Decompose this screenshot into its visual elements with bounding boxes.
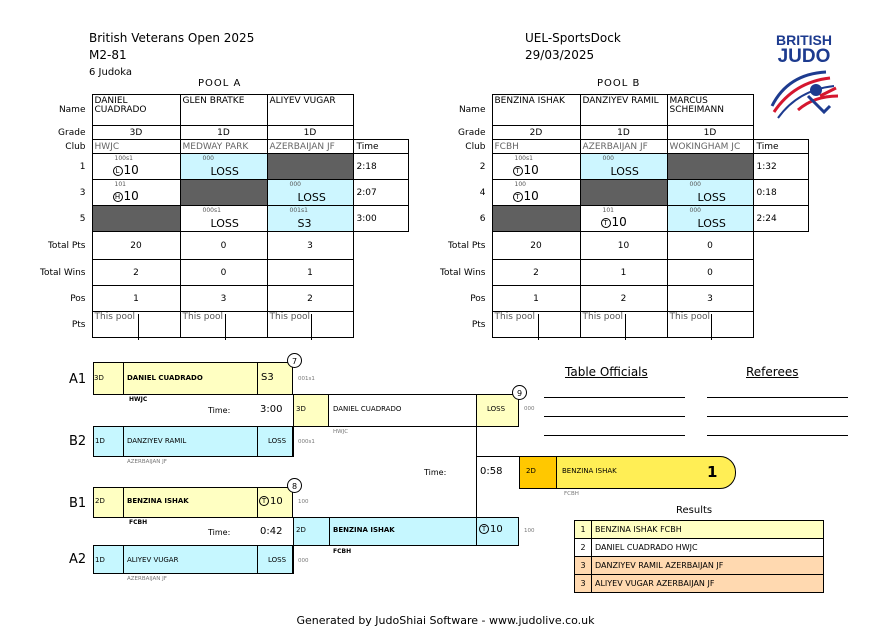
pool-a-row-num: 1 [79, 161, 86, 172]
results-table [574, 520, 824, 593]
semi1-time: 3:00 [260, 404, 283, 415]
pool-a-pos: 2 [267, 286, 353, 312]
pool-b-total-pts: 20 [492, 232, 580, 260]
pool-a-title: POOL A [198, 78, 242, 89]
match-time: 2:07 [353, 180, 408, 206]
pool-a-pos: 3 [180, 286, 267, 312]
result-text: DANZIYEV RAMIL AZERBAIJAN JF [592, 557, 824, 575]
pool-a-club-2: MEDWAY PARK [180, 140, 267, 154]
match-cell: 000 LOSS [667, 206, 753, 232]
this-pool-cell: This pool [267, 312, 353, 338]
result-place: 2 [575, 539, 592, 557]
pool-b-club-3: WOKINGHAM JC [667, 140, 753, 154]
score-value: T 10 [479, 524, 503, 535]
match-cell: 000 LOSS [580, 154, 667, 180]
pool-b-pos: 2 [580, 286, 667, 312]
score-detail: 100 [298, 499, 309, 505]
score-value: LOSS [268, 437, 287, 445]
club-label: Club [465, 141, 486, 152]
result-place: 3 [575, 557, 592, 575]
total-wins-label: Total Wins [40, 267, 86, 278]
match-cell: 101 H 10 [92, 180, 180, 206]
result-text: BENZINA ISHAK FCBH [592, 521, 824, 539]
grade-label: Grade [458, 127, 486, 138]
final-time: 0:58 [480, 466, 503, 477]
pool-a-row-num: 3 [79, 187, 86, 198]
judoka-count: 6 Judoka [89, 67, 133, 78]
match-cell-disabled [180, 180, 267, 206]
competitor-club: FCBH [129, 519, 148, 526]
results-row [575, 575, 824, 593]
this-pool-cell: This pool [492, 312, 580, 338]
pool-a-grade-2: 1D [180, 126, 267, 140]
footer-credit: Generated by JudoShiai Software - www.judolive.co.uk [296, 614, 595, 627]
event-title: British Veterans Open 2025 [89, 31, 255, 45]
score-value: S3 [261, 372, 274, 383]
pool-b-club-1: FCBH [492, 140, 580, 154]
competitor-grade: 2D [296, 526, 306, 534]
score-value: T 10 [259, 496, 283, 507]
match-cell-disabled [92, 206, 180, 232]
competitor-grade: 1D [95, 437, 105, 445]
pool-b-name-1: BENZINA ISHAK [492, 95, 580, 126]
pool-b-grade-3: 1D [667, 126, 753, 140]
match-number: 8 [287, 478, 302, 493]
pool-a-grade-3: 1D [267, 126, 353, 140]
total-pts-label: Total Pts [447, 240, 486, 251]
pool-b-row-num: 4 [479, 187, 486, 198]
competitor-grade: 2D [95, 497, 105, 505]
pool-a-total-pts: 20 [92, 232, 180, 260]
pool-b-total-wins: 0 [667, 260, 753, 286]
pool-b-total-pts: 10 [580, 232, 667, 260]
results-heading: Results [676, 505, 713, 516]
competitor-club: AZERBAIJAN JF [127, 459, 167, 465]
results-row [575, 557, 824, 575]
results-row [575, 521, 824, 539]
competitor-name: DANIEL CUADRADO [127, 374, 203, 382]
pool-a-club-3: AZERBAIJAN JF [267, 140, 353, 154]
category-label: M2-81 [89, 48, 127, 62]
event-date: 29/03/2025 [525, 48, 595, 62]
pool-b-name-3: MARCUS SCHEIMANN [667, 95, 753, 126]
competitor-name: ALIYEV VUGAR [127, 556, 179, 564]
match-cell-disabled [267, 154, 353, 180]
score-detail: 001s1 [298, 376, 315, 382]
match-number: 7 [287, 353, 302, 368]
seed-label: B1 [69, 496, 87, 511]
match-cell: 000 LOSS [180, 154, 267, 180]
match-cell: 101 T 10 [580, 206, 667, 232]
competitor-grade: 3D [296, 405, 306, 413]
pool-a-table [30, 94, 409, 338]
pool-b-title: POOL B [597, 78, 641, 89]
competitor-club: HWJC [333, 429, 349, 435]
pool-a-name-3: ALIYEV VUGAR [267, 95, 353, 126]
pts-label: Pts [471, 319, 486, 330]
pool-a-total-wins: 0 [180, 260, 267, 286]
competitor-name: DANIEL CUADRADO [333, 405, 402, 413]
table-officials-heading: Table Officials [565, 365, 648, 379]
seed-label: A1 [69, 372, 87, 387]
pool-a-club-1: HWJC [92, 140, 180, 154]
this-pool-cell: This pool [92, 312, 180, 338]
logo-text-line2: JUDO [777, 46, 831, 67]
seed-label: A2 [69, 552, 87, 567]
time-header: Time [753, 140, 808, 154]
pool-a-total-pts: 3 [267, 232, 353, 260]
pool-a-total-pts: 0 [180, 232, 267, 260]
pool-a-row-num: 5 [79, 213, 86, 224]
pool-b-name-2: DANZIYEV RAMIL [580, 95, 667, 126]
score-detail: 000s1 [298, 439, 315, 445]
score-detail: 000 [298, 558, 309, 564]
winner-grade-box [519, 456, 557, 489]
pool-a-name-2: GLEN BRATKE [180, 95, 267, 126]
winner-club: FCBH [564, 491, 579, 497]
match-cell-disabled [492, 206, 580, 232]
match-cell: 001s1 S3 [267, 206, 353, 232]
name-label: Name [458, 105, 486, 115]
results-row [575, 539, 824, 557]
match-time: 1:32 [753, 154, 808, 180]
time-label: Time: [208, 528, 231, 537]
match-time: 2:24 [753, 206, 808, 232]
pool-b-row-num: 6 [479, 213, 486, 224]
this-pool-cell: This pool [180, 312, 267, 338]
total-wins-label: Total Wins [440, 267, 486, 278]
this-pool-cell: This pool [580, 312, 667, 338]
score-value: LOSS [487, 405, 506, 413]
winner-name: BENZINA ISHAK [562, 467, 617, 475]
match-cell: 000 LOSS [267, 180, 353, 206]
competitor-name: BENZINA ISHAK [127, 497, 189, 505]
competitor-name: DANZIYEV RAMIL [127, 437, 187, 445]
semi2-time: 0:42 [260, 526, 283, 537]
competitor-club: FCBH [333, 548, 352, 555]
match-cell: 000s1 LOSS [180, 206, 267, 232]
score-value: LOSS [268, 556, 287, 564]
pool-b-total-wins: 2 [492, 260, 580, 286]
result-text: ALIYEV VUGAR AZERBAIJAN JF [592, 575, 824, 593]
match-time: 2:18 [353, 154, 408, 180]
name-label: Name [58, 105, 86, 115]
match-cell: 100 T 10 [492, 180, 580, 206]
match-cell-disabled [667, 154, 753, 180]
pool-b-grade-2: 1D [580, 126, 667, 140]
score-detail: 000 [524, 406, 535, 412]
result-place: 1 [575, 521, 592, 539]
pool-a-name-1: DANIEL CUADRADO [92, 95, 180, 126]
pts-label: Pts [71, 319, 86, 330]
pos-label: Pos [70, 293, 86, 304]
total-pts-label: Total Pts [47, 240, 86, 251]
competitor-club: HWJC [129, 396, 148, 403]
match-cell: 100s1 L 10 [92, 154, 180, 180]
competitor-grade: 3D [94, 374, 104, 382]
pool-b-row-num: 2 [479, 161, 486, 172]
competitor-club: AZERBAIJAN JF [127, 576, 167, 582]
match-cell-disabled [580, 180, 667, 206]
match-number: 9 [512, 385, 527, 400]
pool-a-total-wins: 1 [267, 260, 353, 286]
pool-b-total-pts: 0 [667, 232, 753, 260]
match-cell: 000 LOSS [667, 180, 753, 206]
pool-b-grade-1: 2D [492, 126, 580, 140]
organizer: UEL-SportsDock [525, 31, 621, 45]
time-label: Time: [208, 406, 231, 415]
match-cell: 100s1 T 10 [492, 154, 580, 180]
result-text: DANIEL CUADRADO HWJC [592, 539, 824, 557]
competitor-name: BENZINA ISHAK [333, 526, 395, 534]
pool-a-pos: 1 [92, 286, 180, 312]
pos-label: Pos [470, 293, 486, 304]
result-place: 3 [575, 575, 592, 593]
pool-a-total-wins: 2 [92, 260, 180, 286]
winner-place: 1 [707, 463, 718, 481]
pool-b-pos: 1 [492, 286, 580, 312]
competitor-grade: 1D [95, 556, 105, 564]
referees-heading: Referees [746, 365, 799, 379]
match-time: 3:00 [353, 206, 408, 232]
time-header: Time [353, 140, 408, 154]
pool-b-total-wins: 1 [580, 260, 667, 286]
club-label: Club [65, 141, 86, 152]
pool-b-pos: 3 [667, 286, 753, 312]
time-label: Time: [424, 468, 447, 477]
match-time: 0:18 [753, 180, 808, 206]
pool-a-grade-1: 3D [92, 126, 180, 140]
pool-b-table [430, 94, 809, 338]
seed-label: B2 [69, 434, 87, 449]
this-pool-cell: This pool [667, 312, 753, 338]
grade-label: Grade [58, 127, 86, 138]
score-detail: 100 [524, 528, 535, 534]
winner-grade: 2D [526, 467, 536, 475]
logo-text-line1: BRITISH [776, 32, 832, 48]
pool-b-club-2: AZERBAIJAN JF [580, 140, 667, 154]
